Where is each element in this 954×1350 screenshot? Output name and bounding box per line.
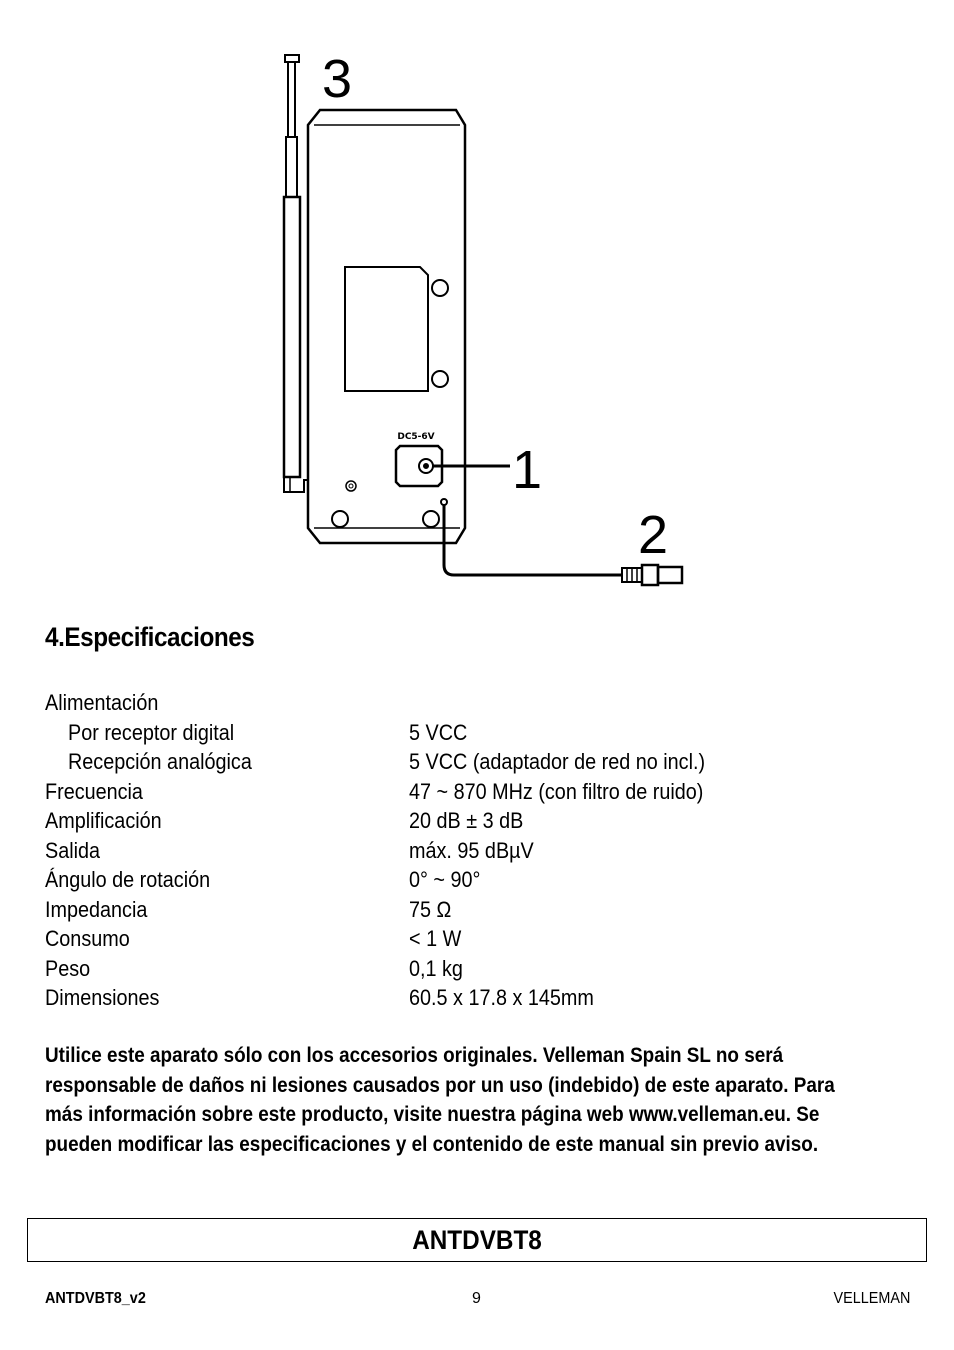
spec-label: Frecuencia [45, 778, 143, 804]
model-name: ANTDVBT8 [412, 1224, 542, 1255]
spec-label: Impedancia [45, 896, 148, 922]
device-diagram [270, 45, 700, 600]
spec-label: Peso [45, 955, 91, 981]
spec-row-consumption [45, 924, 905, 954]
spec-label: Alimentación [45, 690, 159, 715]
spec-value: 5 VCC (adaptador de red no incl.) [409, 749, 706, 774]
spec-row-impedance [45, 895, 905, 925]
device-diagram-svg [270, 45, 700, 600]
antenna [284, 55, 308, 492]
legal-notice: Utilice este aparato sólo con los accesorios originales. Velleman Spain SL no será responsable de daños ni lesiones causados por un uso (indebido) de este aparato. Para más información sobre este producto, visite nuestra página web www.velleman.eu. Se pueden modificar las especificaciones y el contenido de este manual sin previo aviso. [45, 1044, 835, 1156]
section-title: 4.Especificaciones [45, 622, 255, 652]
spec-row-frequency [45, 777, 905, 807]
spec-value: 5 VCC [409, 719, 468, 745]
spec-row-power [45, 688, 905, 718]
callout-1: 1 [512, 440, 543, 500]
spec-value: 47 ~ 870 MHz (con filtro de ruido) [409, 778, 704, 804]
footer-page-number: 9 [472, 1290, 481, 1307]
spec-value: 60.5 x 17.8 x 145mm [409, 985, 594, 1010]
specifications-list [45, 688, 905, 1013]
spec-value: < 1 W [409, 926, 462, 951]
spec-label: Salida [45, 837, 101, 863]
spec-row-dimensions [45, 983, 905, 1013]
model-banner [27, 1218, 927, 1262]
footer-brand: VELLEMAN [833, 1290, 910, 1307]
spec-label: Amplificación [45, 808, 162, 833]
spec-label: Consumo [45, 926, 130, 951]
spec-row-amplification [45, 806, 905, 836]
callout-2: 2 [638, 505, 669, 565]
spec-label: Ángulo de rotación [45, 867, 211, 892]
spec-value: 75 Ω [409, 896, 452, 922]
spec-row-weight [45, 954, 905, 984]
spec-row-output [45, 836, 905, 866]
dc-jack [396, 432, 510, 486]
spec-row-digital-receiver [45, 718, 905, 748]
spec-value: 20 dB ± 3 dB [409, 808, 524, 833]
spec-row-analog-reception [45, 747, 905, 777]
spec-value: 0,1 kg [409, 955, 463, 981]
spec-value: máx. 95 dBµV [409, 837, 534, 863]
footer-doc-version: ANTDVBT8_v2 [45, 1290, 146, 1307]
callout-3: 3 [322, 49, 353, 109]
spec-label: Dimensiones [45, 985, 160, 1010]
spec-label: Recepción analógica [68, 749, 252, 774]
jack-label: DC5-6V [397, 432, 435, 442]
spec-row-rotation-angle [45, 865, 905, 895]
spec-value: 0° ~ 90° [409, 867, 481, 892]
spec-label: Por receptor digital [68, 719, 235, 745]
